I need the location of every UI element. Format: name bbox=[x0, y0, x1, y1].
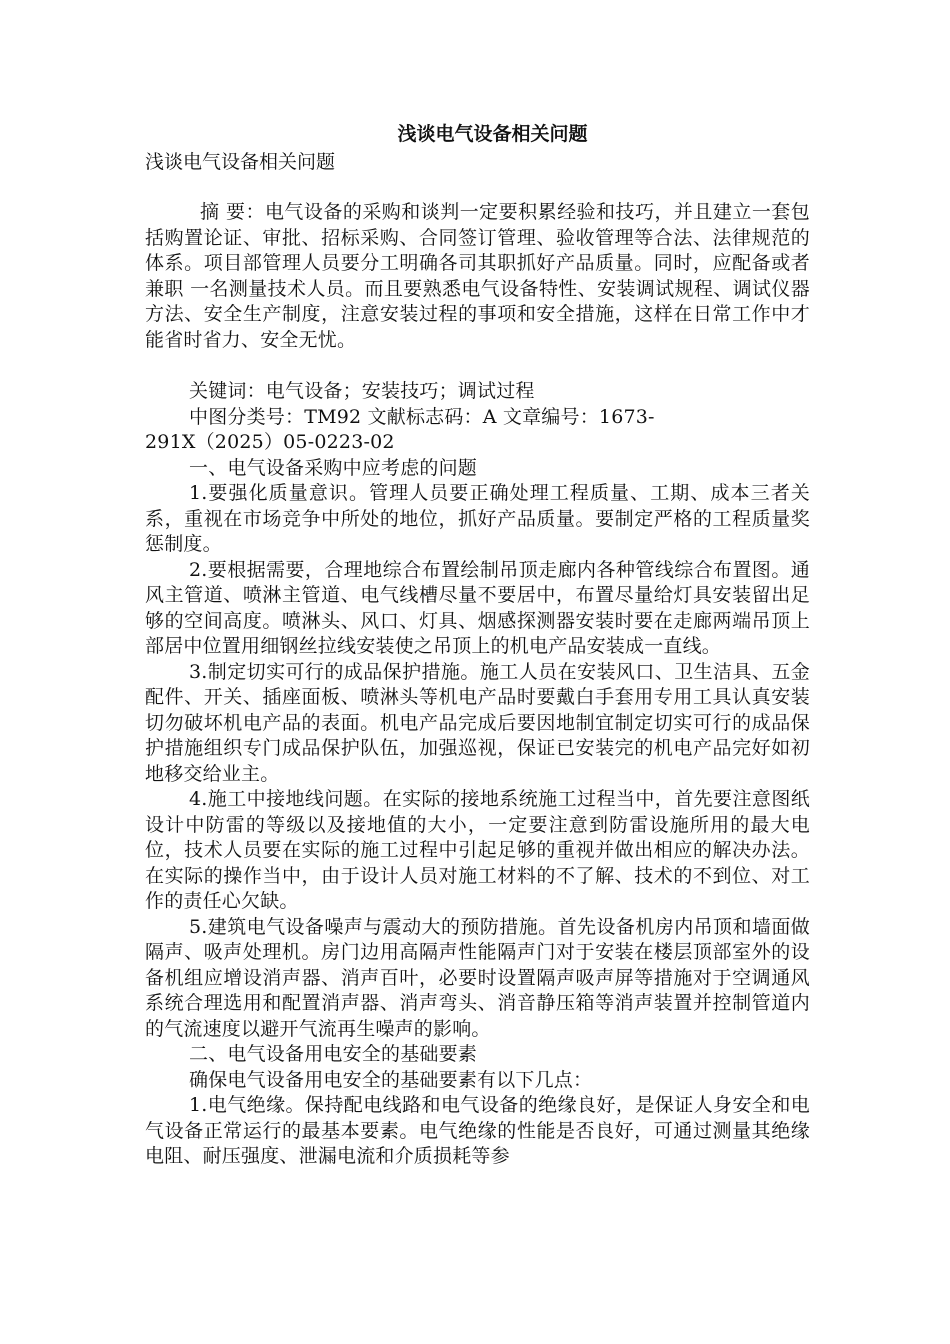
body-paragraph-7: 1.电气绝缘。保持配电线路和电气设备的绝缘良好，是保证人身安全和电气设备正常运行的最基本要素。电气绝缘的性能是否良好，可通过测量其绝缘电阻、耐压强度、泄漏电流和介质损耗等参 bbox=[145, 1094, 810, 1167]
document-subtitle: 浅谈电气设备相关问题 bbox=[145, 151, 336, 173]
section-heading-2: 二、电气设备用电安全的基础要素 bbox=[189, 1043, 478, 1065]
body-paragraph-2: 2.要根据需要，合理地综合布置绘制吊顶走廊内各种管线综合布置图。通风主管道、喷淋主管道、电气线槽尽量不要居中，布置尽量给灯具安装留出足够的空间高度。喷淋头、风口、灯具、烟感探测器安装时要在走廊两端吊顶上部居中位置用细钢丝拉线安装使之吊顶上的机电产品安装成一直线。 bbox=[145, 558, 810, 657]
body-paragraph-3: 3.制定切实可行的成品保护措施。施工人员在安装风口、卫生洁具、五金配件、开关、插座面板、喷淋头等机电产品时要戴白手套用专用工具认真安装切勿破坏机电产品的表面。机电产品完成后要因地制宜制定切实可行的成品保护措施组织专门成品保护队伍，加强巡视，保证已安装完的机电产品完好如初地移交给业主。 bbox=[145, 660, 810, 785]
body-paragraph-1: 1.要强化质量意识。管理人员要正确处理工程质量、工期、成本三者关系，重视在市场竞争中所处的地位，抓好产品质量。要制定严格的工程质量奖惩制度。 bbox=[145, 482, 810, 555]
body-paragraph-4: 4.施工中接地线问题。在实际的接地系统施工过程当中，首先要注意图纸设计中防雷的等级以及接地值的大小，一定要注意到防雷设施所用的最大电位，技术人员要在实际的施工过程中引起足够的重视并做出相应的解决办法。在实际的操作当中，由于设计人员对施工材料的不了解、技术的不到位、对工作的责任心欠缺。 bbox=[145, 788, 810, 912]
body-paragraph-6: 确保电气设备用电安全的基础要素有以下几点： bbox=[189, 1068, 593, 1091]
document-page bbox=[145, 120, 810, 1170]
section-heading-1: 一、电气设备采购中应考虑的问题 bbox=[189, 456, 478, 479]
classification-line: 中图分类号：TM92 文献标志码：A 文章编号：1673- bbox=[189, 405, 655, 428]
abstract-paragraph: 摘 要：电气设备的采购和谈判一定要积累经验和技巧，并且建立一套包括购置论证、审批、招标采购、合同签订管理、验收管理等合法、法律规范的体系。项目部管理人员要分工明确各司其职抓好产品质量。同时，应配备或者兼职 一名测量技术人员。而且要熟悉电气设备特性、安装调试规程、调试仪器方法、安全生产制度，注意安装过程的事项和安全措施，这样在日常工作中才能省时省力、安全无忧。 bbox=[145, 201, 810, 351]
keywords-line: 关键词：电气设备；安装技巧；调试过程 bbox=[189, 380, 535, 402]
article-body bbox=[145, 379, 810, 1170]
classification-line-continued: 291X（2025）05-0223-02 bbox=[145, 431, 395, 453]
document-title: 浅谈电气设备相关问题 bbox=[397, 123, 588, 145]
body-paragraph-5: 5.建筑电气设备噪声与震动大的预防措施。首先设备机房内吊顶和墙面做隔声、吸声处理机。房门边用高隔声性能隔声门对于安装在楼层顶部室外的设备机组应增设消声器、消声百叶，必要时设置隔声吸声屏等措施对于空调通风系统合理选用和配置消声器、消声弯头、消音静压箱等消声装置并控制管道内的气流速度以避开气流再生噪声的影响。 bbox=[145, 915, 810, 1040]
